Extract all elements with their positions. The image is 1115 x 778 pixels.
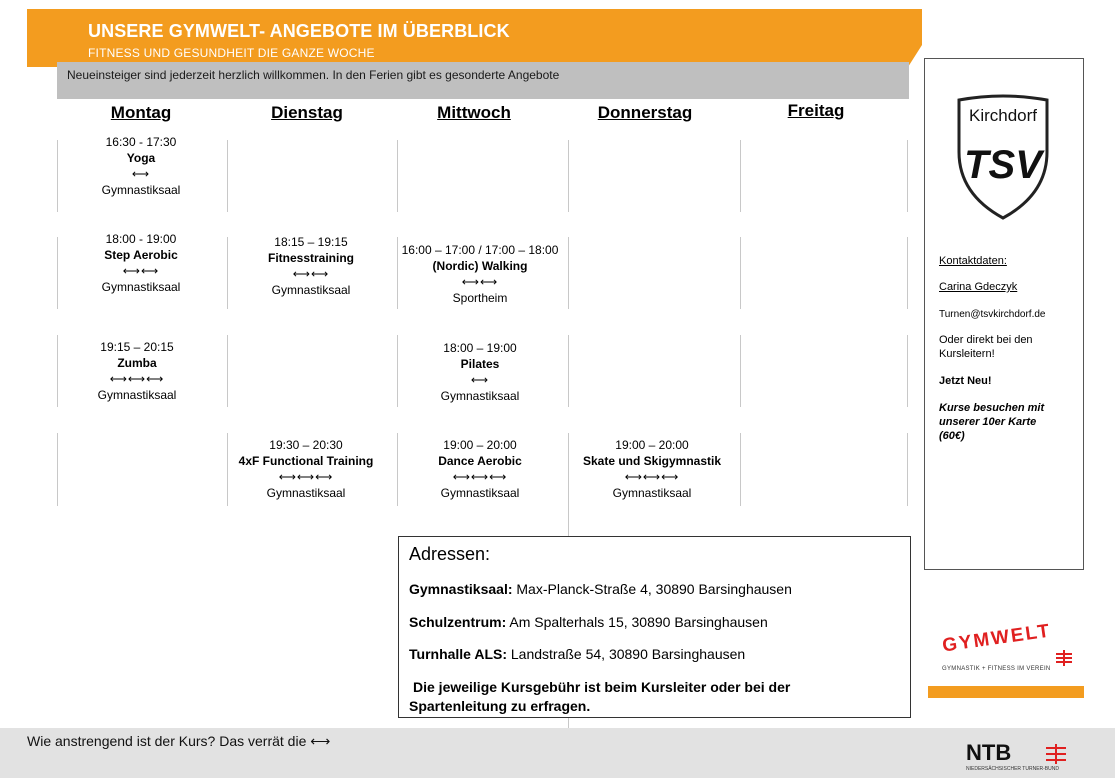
gymwelt-wordmark: GYMWELT	[941, 620, 1053, 657]
offer-line2: unserer 10er Karte	[939, 416, 1037, 428]
slot-name: Skate und Skigymnastik	[582, 454, 722, 468]
footer-bar	[0, 728, 1115, 778]
slot-room: Gymnastiksaal	[101, 183, 181, 197]
intensity-icon: ⟷	[310, 733, 331, 749]
slot-room: Gymnastiksaal	[97, 388, 177, 402]
day-thursday: Donnerstag	[597, 103, 693, 122]
ntb-cross-icon	[1046, 744, 1066, 764]
slot-tuesday-fitnesstraining	[226, 234, 396, 298]
svg-text:Kirchdorf: Kirchdorf	[968, 106, 1038, 125]
ntb-subtitle: NIEDERSÄCHSISCHER TURNER-BUND	[966, 766, 1059, 772]
offer-line3: (60€)	[939, 430, 965, 442]
slot-name: Step Aerobic	[104, 248, 178, 262]
slot-time: 16:30 - 17:30	[105, 135, 177, 149]
intensity-icon: ⟷⟷⟷	[624, 470, 680, 484]
direct-contact-line2: Kursleitern!	[939, 348, 995, 360]
address-schulzentrum: Schulzentrum: Am Spalterhals 15, 30890 Barsinghausen	[409, 614, 768, 630]
gymwelt-subtitle: GYMNASTIK + FITNESS IM VEREIN	[942, 666, 1051, 672]
intensity-icon: ⟷⟷⟷	[452, 470, 508, 484]
address-turnhalle: Turnhalle ALS: Landstraße 54, 30890 Barsinghausen	[409, 646, 746, 662]
day-monday: Montag	[110, 103, 172, 122]
slot-time: 16:00 – 17:00 / 17:00 – 18:00	[401, 243, 559, 257]
day-friday: Freitag	[787, 101, 845, 120]
slot-name: Pilates	[460, 357, 500, 371]
slot-time: 18:15 – 19:15	[274, 235, 348, 249]
slot-time: 18:00 - 19:00	[105, 232, 177, 246]
contact-email[interactable]: Turnen@tsvkirchdorf.de	[939, 309, 1046, 320]
slot-tuesday-functional-training	[221, 437, 391, 501]
slot-name: Zumba	[117, 356, 157, 370]
notice-text: Neueinsteiger sind jederzeit herzlich willkommen. In den Ferien gibt es gesonderte Angebote	[67, 68, 560, 82]
intensity-icon: ⟷⟷⟷	[278, 470, 334, 484]
notice-bar	[57, 62, 909, 99]
page-title: UNSERE GYMWELT- ANGEBOTE IM ÜBERBLICK	[88, 21, 510, 41]
fee-note-line2: Spartenleitung zu erfragen.	[409, 698, 591, 714]
slot-room: Gymnastiksaal	[266, 486, 346, 500]
slot-name: Yoga	[126, 151, 156, 165]
offer-line1: Kurse besuchen mit	[939, 402, 1045, 414]
slot-time: 19:15 – 20:15	[100, 340, 174, 354]
slot-monday-zumba	[52, 339, 222, 403]
fee-note-line1: Die jeweilige Kursgebühr ist beim Kursleiter oder bei der	[413, 679, 791, 695]
slot-room: Gymnastiksaal	[440, 389, 520, 403]
slot-time: 19:30 – 20:30	[269, 438, 343, 452]
banner-corner	[908, 45, 922, 67]
gymwelt-stripe	[928, 686, 1084, 698]
slot-name: Dance Aerobic	[438, 454, 522, 468]
address-title: Adressen:	[409, 544, 491, 564]
slot-room: Gymnastiksaal	[271, 283, 351, 297]
slot-name: Fitnesstraining	[267, 251, 354, 265]
address-box	[398, 536, 911, 718]
intensity-icon: ⟷	[131, 167, 151, 181]
new-label: Jetzt Neu!	[939, 375, 992, 387]
direct-contact-line1: Oder direkt bei den	[939, 334, 1033, 346]
slot-time: 19:00 – 20:00	[443, 438, 517, 452]
slot-time: 19:00 – 20:00	[615, 438, 689, 452]
intensity-icon: ⟷⟷	[461, 275, 499, 289]
slot-name: (Nordic) Walking	[432, 259, 528, 273]
gymwelt-logo	[928, 616, 1084, 698]
slot-room: Gymnastiksaal	[101, 280, 181, 294]
slot-wednesday-nordic-walking	[386, 242, 574, 306]
slot-room: Gymnastiksaal	[612, 486, 692, 500]
address-gymnastiksaal: Gymnastiksaal: Max-Planck-Straße 4, 30890 Barsinghausen	[409, 581, 792, 597]
slot-room: Gymnastiksaal	[440, 486, 520, 500]
ntb-logo: NTB	[966, 740, 1012, 765]
intensity-icon: ⟷⟷⟷	[109, 372, 165, 386]
intensity-icon: ⟷⟷	[122, 264, 160, 278]
slot-wednesday-dance-aerobic	[395, 437, 565, 501]
slot-wednesday-pilates	[395, 340, 565, 404]
contact-name: Carina Gdeczyk	[939, 281, 1018, 293]
tsv-kirchdorf-logo	[955, 94, 1051, 222]
slot-thursday-skigymnastik	[567, 437, 737, 501]
slot-monday-step-aerobic	[56, 231, 226, 295]
contact-heading: Kontaktdaten:	[939, 255, 1007, 267]
slot-time: 18:00 – 19:00	[443, 341, 517, 355]
slot-monday-yoga	[56, 134, 226, 198]
turner-cross-icon	[1056, 650, 1072, 666]
day-wednesday: Mittwoch	[437, 103, 511, 122]
slot-name: 4xF Functional Training	[238, 454, 374, 468]
day-tuesday: Dienstag	[271, 103, 343, 122]
svg-text:TSV: TSV	[964, 143, 1042, 187]
slot-room: Sportheim	[452, 291, 508, 305]
intensity-icon: ⟷⟷	[292, 267, 330, 281]
intensity-icon: ⟷	[470, 373, 490, 387]
page-subtitle: FITNESS UND GESUNDHEIT DIE GANZE WOCHE	[88, 46, 375, 60]
footer-hint: Wie anstrengend ist der Kurs? Das verrät die ⟷	[27, 733, 331, 749]
